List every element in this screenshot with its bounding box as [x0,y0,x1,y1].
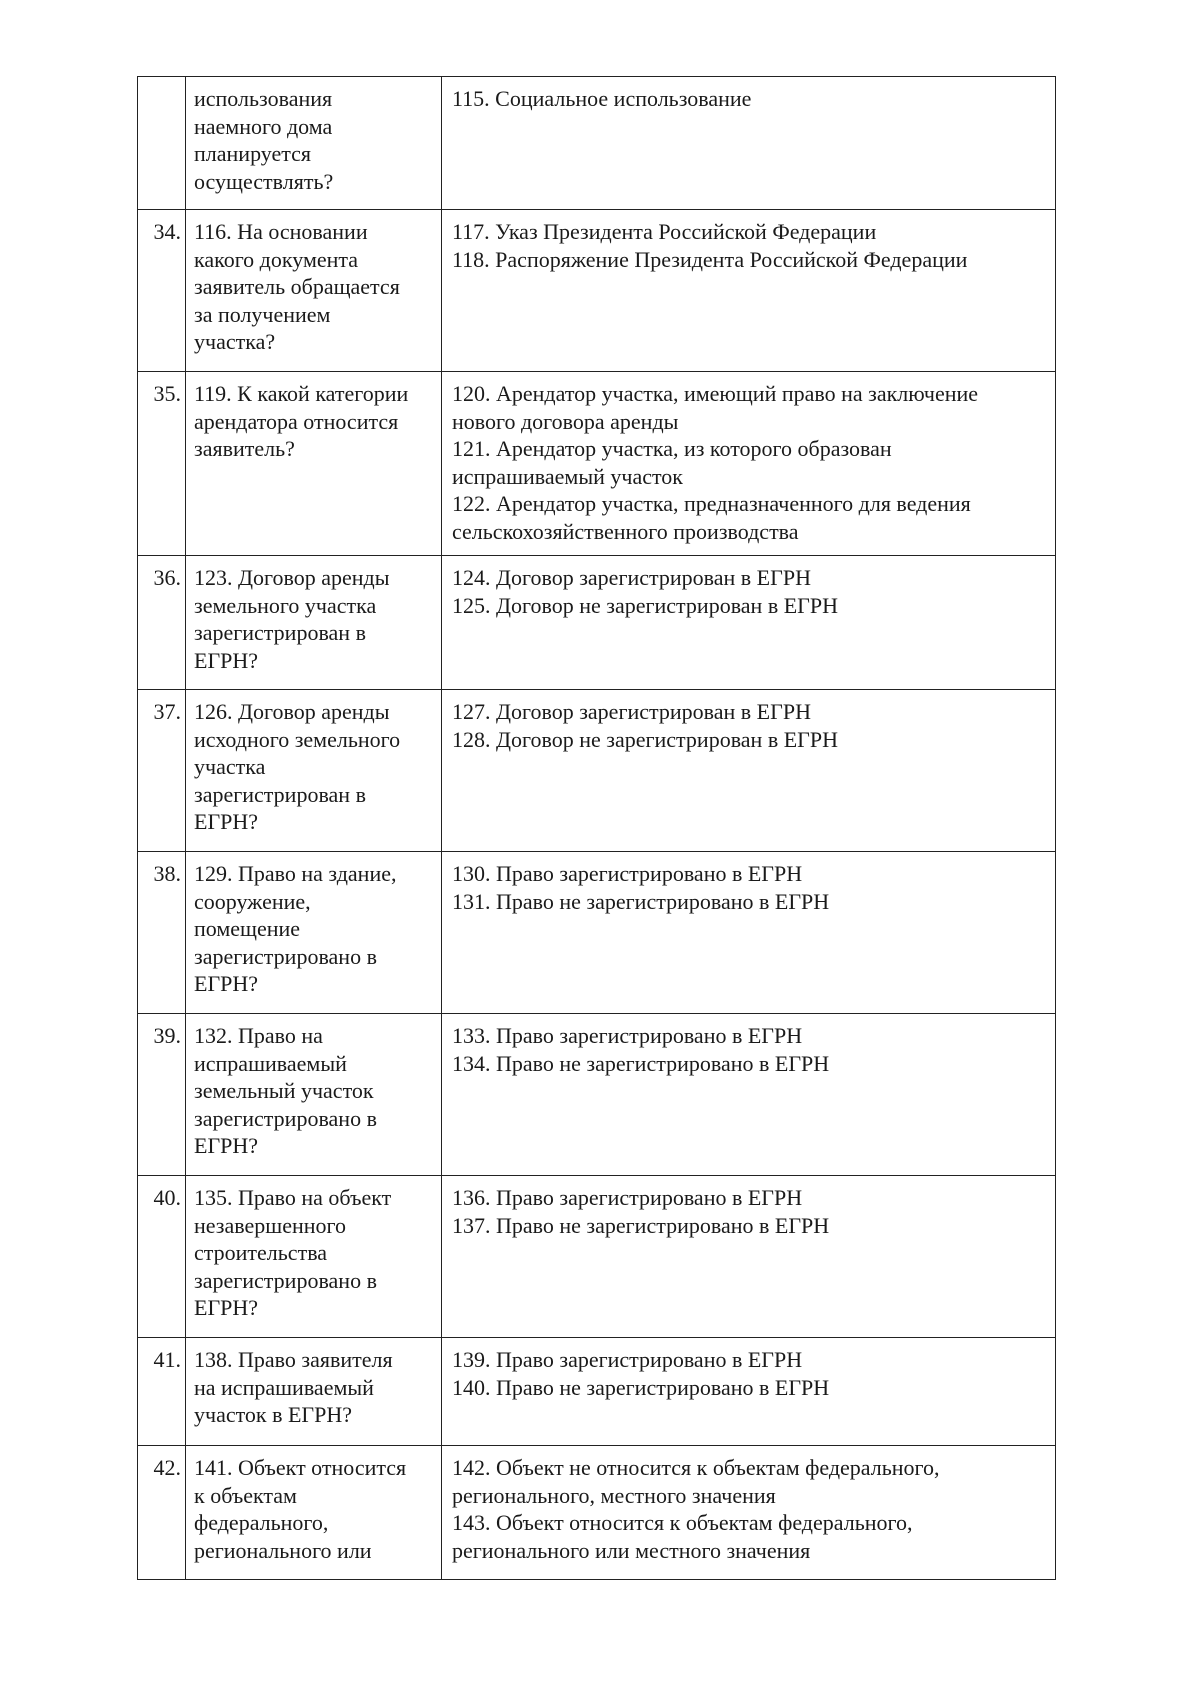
question-line: 138. Право заявителя [194,1347,393,1372]
question-line: ЕГРН? [194,971,259,996]
question-cell [186,372,442,556]
answer-option-line: 121. Арендатор участка, из которого образован [452,436,892,461]
row-number: 39. [138,1014,186,1176]
answer-option-line: регионального или местного значения [452,1537,811,1563]
row-number: 40. [138,1176,186,1338]
question-line: испрашиваемый [194,1050,347,1076]
answer-option-line: сельскохозяйственного производства [452,518,799,544]
question-cell [186,556,442,690]
question-line: ЕГРН? [194,1295,259,1320]
question-line: 126. Договор аренды [194,699,390,724]
question-line: незавершенного [194,1212,347,1238]
question-line: регионального или [194,1537,372,1563]
question-line: за получением [194,301,331,327]
answer-option-line: 143. Объект относится к объектам федерального, [452,1510,913,1535]
question-line: наемного дома [194,113,333,139]
answer-option-line: 136. Право зарегистрировано в ЕГРН [452,1185,803,1210]
answer-cell [442,372,1056,556]
question-line: помещение [194,916,301,941]
answer-option-line: 120. Арендатор участка, имеющий право на заключение [452,381,979,406]
answer-option-line: 125. Договор не зарегистрирован в ЕГРН [452,592,838,618]
answer-option-line: 139. Право зарегистрировано в ЕГРН [452,1347,803,1372]
answer-option-line: 127. Договор зарегистрирован в ЕГРН [452,699,811,724]
question-line: заявитель обращается [194,274,400,299]
answer-option-line: 124. Договор зарегистрирован в ЕГРН [452,565,811,590]
answer-cell [442,210,1056,372]
question-line: ЕГРН? [194,647,259,673]
row-number [138,77,186,210]
question-cell [186,1338,442,1446]
question-line: участок в ЕГРН? [194,1402,353,1427]
answer-option-line: 142. Объект не относится к объектам федерального, [452,1455,940,1480]
row-number: 36. [138,556,186,690]
question-line: участка [194,754,266,779]
table-row [138,210,1056,372]
question-cell [186,210,442,372]
table-row [138,690,1056,852]
answer-option-line: 134. Право не зарегистрировано в ЕГРН [452,1050,830,1076]
answer-option-line: 131. Право не зарегистрировано в ЕГРН [452,888,830,914]
question-line: зарегистрирован в [194,620,366,645]
answer-option-line: 115. Социальное использование [452,86,752,111]
table-row [138,1338,1056,1446]
answer-option-line: 117. Указ Президента Российской Федерации [452,219,877,244]
answer-cell [442,556,1056,690]
question-cell [186,77,442,210]
answer-option-line: испрашиваемый участок [452,463,683,489]
table-row [138,852,1056,1014]
question-line: ЕГРН? [194,809,259,834]
answer-cell [442,1338,1056,1446]
answer-option-line: регионального, местного значения [452,1482,776,1508]
answer-option-line: 118. Распоряжение Президента Российской Федерации [452,246,968,272]
question-line: 116. На основании [194,219,368,244]
questionnaire-table [137,76,1056,1580]
question-line: использования [194,86,333,111]
question-line: ЕГРН? [194,1133,259,1158]
question-line: арендатора относится [194,408,399,434]
question-line: 141. Объект относится [194,1455,407,1480]
question-line: федерального, [194,1510,329,1535]
table-row [138,372,1056,556]
answer-cell [442,77,1056,210]
question-line: земельного участка [194,592,377,618]
question-line: 129. Право на здание, [194,861,397,886]
question-line: зарегистрировано в [194,1105,377,1131]
table-row [138,77,1056,210]
row-number: 42. [138,1446,186,1580]
table-row [138,1446,1056,1580]
question-line: зарегистрирован в [194,781,366,807]
question-cell [186,690,442,852]
question-line: 119. К какой категории [194,381,409,406]
question-line: исходного земельного [194,726,401,752]
table-row [138,556,1056,690]
question-line: зарегистрировано в [194,943,377,969]
answer-option-line: 128. Договор не зарегистрирован в ЕГРН [452,726,838,752]
row-number: 37. [138,690,186,852]
answer-option-line: 122. Арендатор участка, предназначенного для ведения [452,491,971,516]
answer-option-line: 133. Право зарегистрировано в ЕГРН [452,1023,803,1048]
question-line: осуществлять? [194,168,334,194]
answer-option-line: 140. Право не зарегистрировано в ЕГРН [452,1374,830,1400]
row-number: 38. [138,852,186,1014]
question-line: земельный участок [194,1078,374,1103]
row-number: 41. [138,1338,186,1446]
question-cell [186,1014,442,1176]
question-line: строительства [194,1240,328,1265]
answer-cell [442,852,1056,1014]
question-line: участка? [194,329,276,354]
row-number: 35. [138,372,186,556]
question-line: 132. Право на [194,1023,323,1048]
table-body [138,77,1056,1580]
question-cell [186,852,442,1014]
table-row [138,1014,1056,1176]
question-line: планируется [194,141,312,166]
answer-option-line: 137. Право не зарегистрировано в ЕГРН [452,1212,830,1238]
question-line: к объектам [194,1482,297,1508]
question-line: 123. Договор аренды [194,565,390,590]
table-row [138,1176,1056,1338]
answer-option-line: 130. Право зарегистрировано в ЕГРН [452,861,803,886]
answer-cell [442,1446,1056,1580]
question-cell [186,1176,442,1338]
answer-cell [442,1014,1056,1176]
question-line: 135. Право на объект [194,1185,392,1210]
row-number: 34. [138,210,186,372]
question-line: сооружение, [194,888,311,914]
question-cell [186,1446,442,1580]
question-line: какого документа [194,246,359,272]
question-line: заявитель? [194,436,295,461]
question-line: зарегистрировано в [194,1267,377,1293]
answer-cell [442,1176,1056,1338]
answer-option-line: нового договора аренды [452,408,679,434]
answer-cell [442,690,1056,852]
question-line: на испрашиваемый [194,1374,374,1400]
